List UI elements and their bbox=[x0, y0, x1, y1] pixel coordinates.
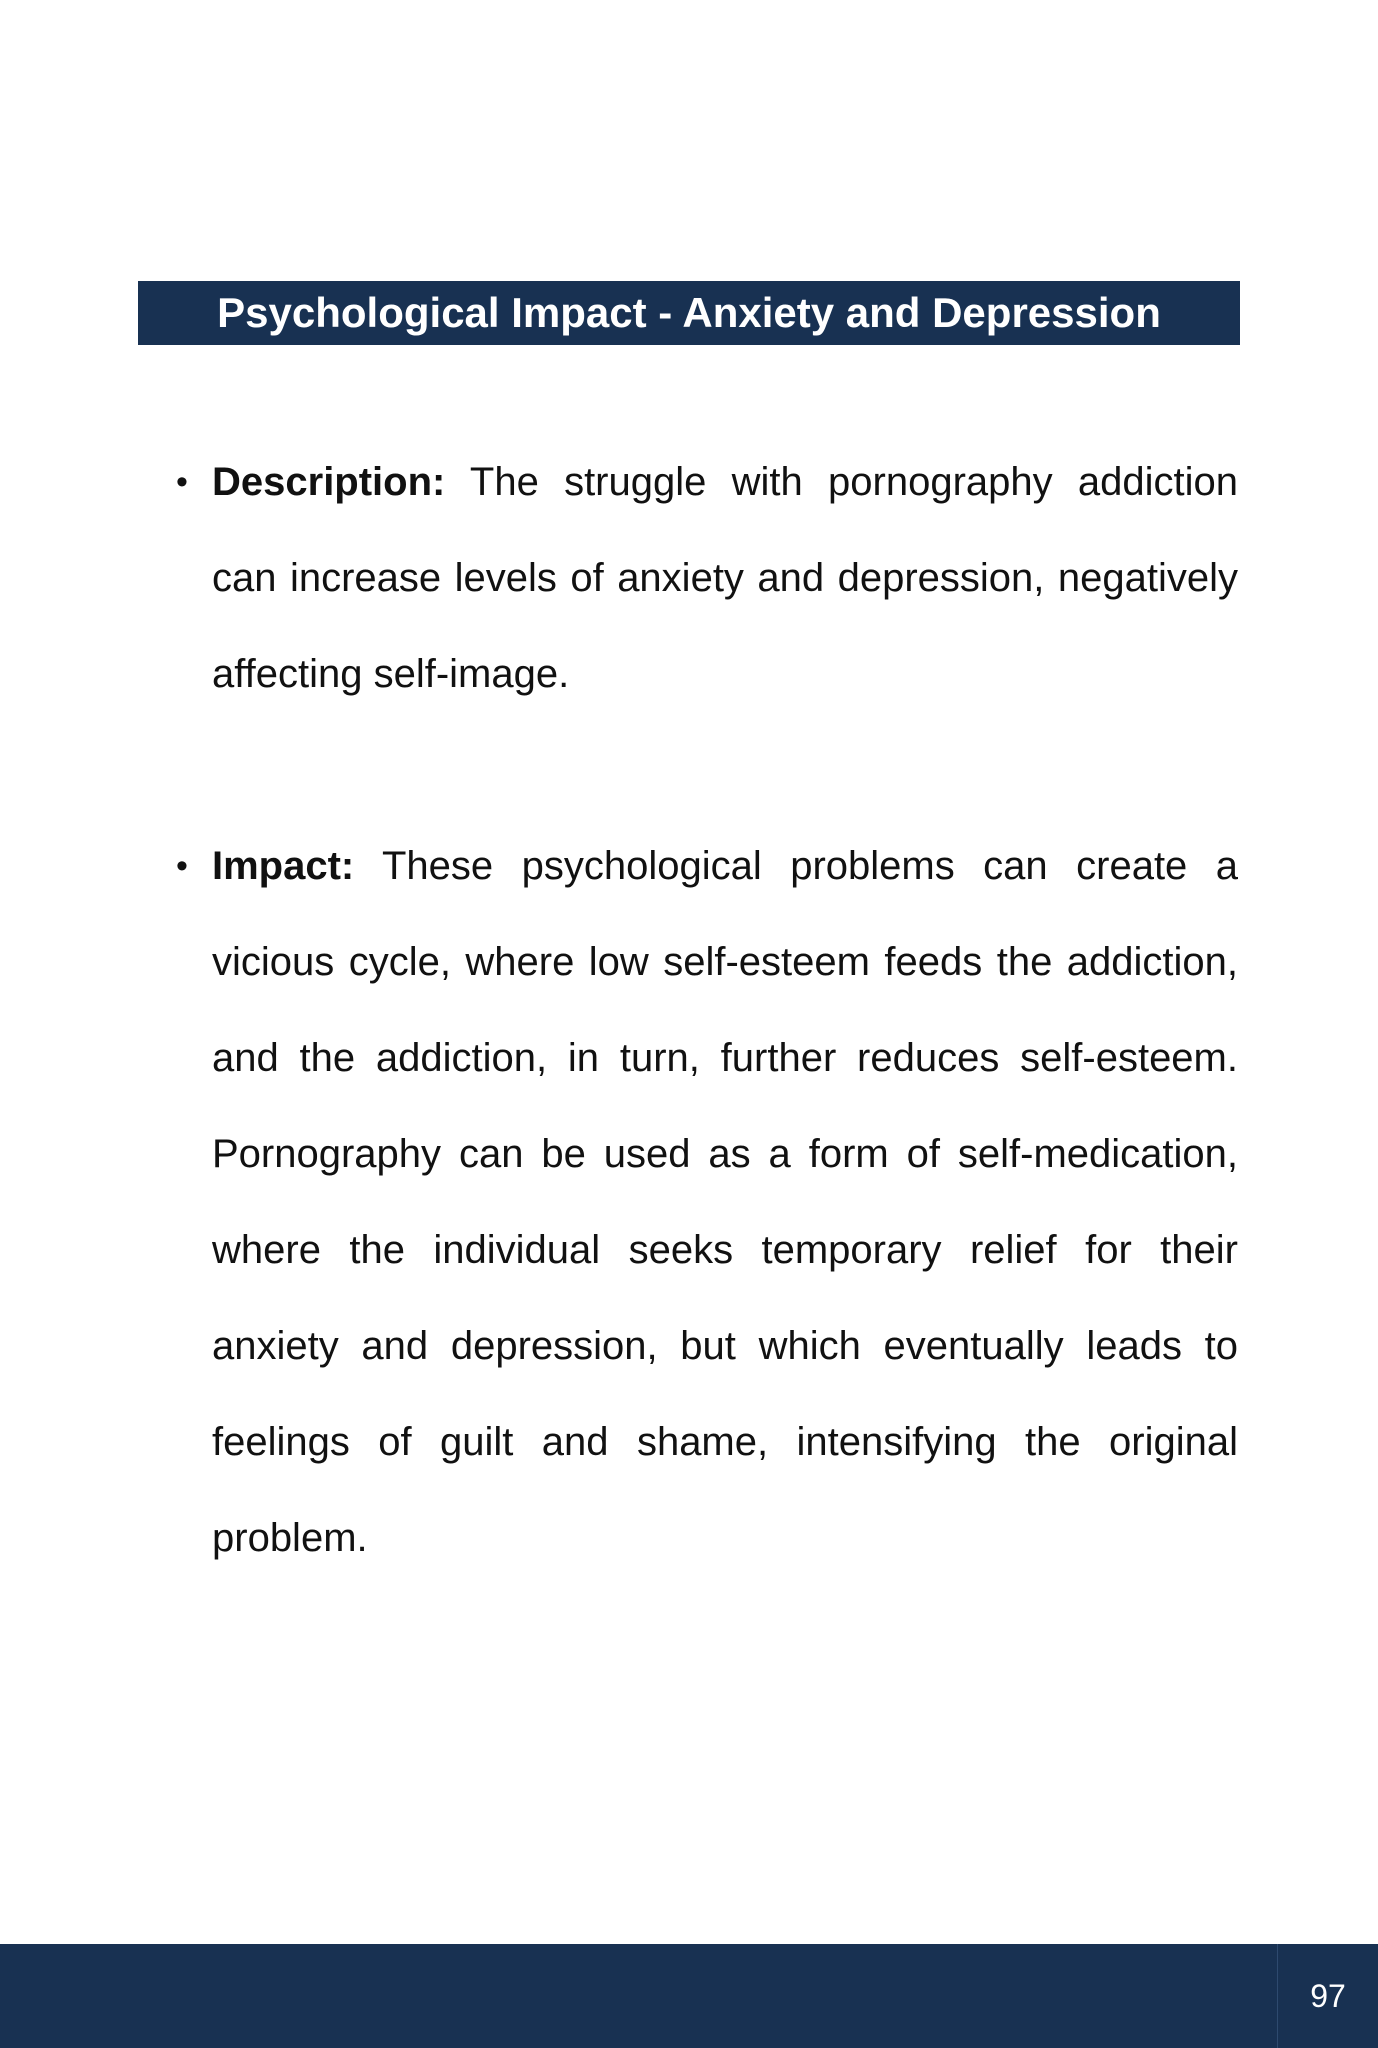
list-item-description bbox=[176, 434, 1238, 722]
item-label: Impact: bbox=[212, 844, 355, 888]
page-number: 97 bbox=[1310, 1977, 1346, 2014]
list-item-impact bbox=[176, 818, 1238, 1586]
page-number-box bbox=[1277, 1944, 1378, 2048]
bullet-icon: • bbox=[176, 847, 188, 885]
bullet-icon: • bbox=[176, 463, 188, 501]
item-label: Description: bbox=[212, 460, 446, 504]
item-text: The struggle with pornography addiction can increase levels of anxiety and depression, negatively affecting self-image. bbox=[212, 460, 1238, 696]
page-footer bbox=[0, 1944, 1378, 2048]
section-title-bar bbox=[138, 281, 1240, 345]
section-title: Psychological Impact - Anxiety and Depression bbox=[217, 289, 1161, 336]
item-text: These psychological problems can create a vicious cycle, where low self-esteem feeds the addiction, and the addiction, in turn, further reduces self-esteem. Pornography can be used as a form of self-medication, where the individual seeks temporary relief for their anxiety and depression, but which eventually leads to feelings of guilt and shame, intensifying the original problem. bbox=[212, 844, 1238, 1560]
